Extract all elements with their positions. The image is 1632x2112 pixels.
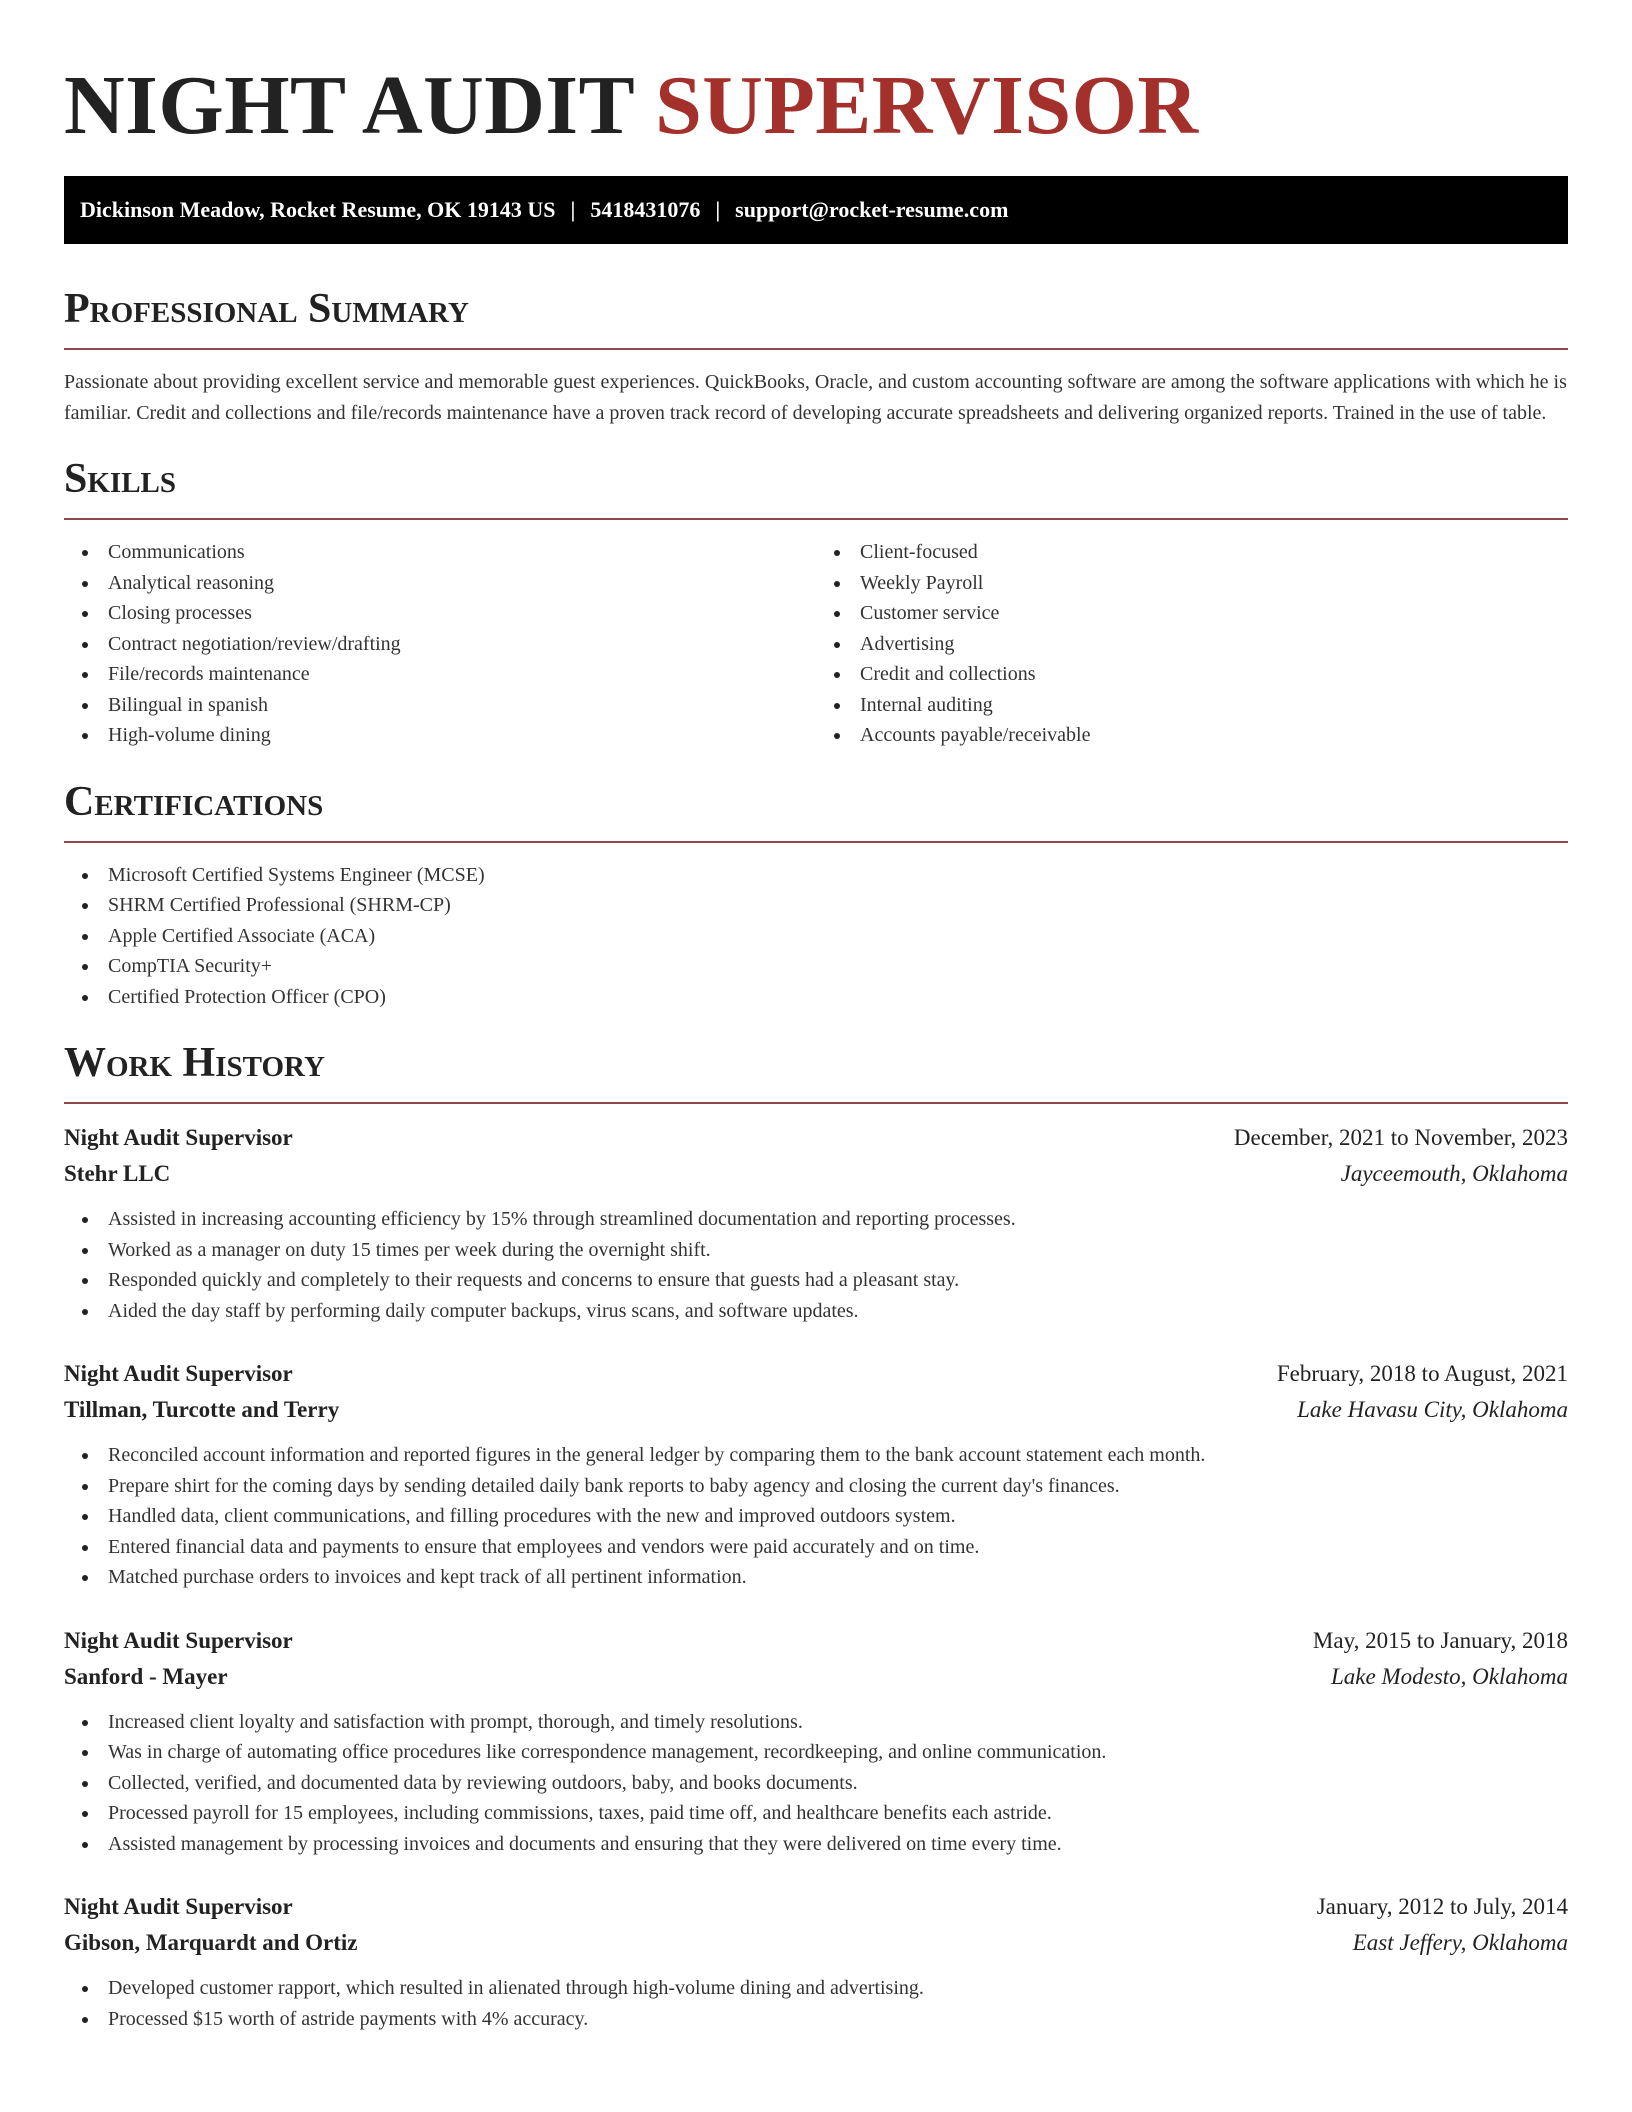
skill-item: Credit and collections [816,659,1568,690]
job-bullet: Prepare shirt for the coming days by sending detailed daily bank reports to baby agency and closing the current day's finances. [64,1471,1568,1502]
job-dates: December, 2021 to November, 2023 [1233,1125,1568,1150]
skills-list-right [816,537,1568,751]
job-role: Night Audit Supervisor [64,1125,293,1150]
job-bullets [64,1204,1568,1326]
skills-grid [64,537,1568,751]
job-bullets [64,1707,1568,1860]
job-bullet: Assisted management by processing invoices and documents and ensuring that they were delivered on time every time. [64,1829,1568,1860]
contact-separator: | [715,197,721,222]
title-accent: SUPERVISOR [655,59,1199,152]
certification-item: Microsoft Certified Systems Engineer (MCSE) [64,860,1568,891]
contact-email: support@rocket-resume.com [735,197,1009,222]
job-header-row [64,1356,1568,1392]
job-company: Sanford - Mayer [64,1663,228,1689]
summary-section [64,284,1568,429]
section-divider [64,518,1568,520]
work-history-heading: Work History [64,1040,325,1086]
certifications-section [64,777,1568,1013]
skill-item: Contract negotiation/review/drafting [64,629,816,660]
contact-address: Dickinson Meadow, Rocket Resume, OK 19143 US [80,197,556,222]
job-bullet: Worked as a manager on duty 15 times per week during the overnight shift. [64,1235,1568,1266]
skill-item: Bilingual in spanish [64,690,816,721]
job-bullet: Assisted in increasing accounting efficiency by 15% through streamlined documentation and reporting processes. [64,1204,1568,1235]
job-bullet: Increased client loyalty and satisfaction with prompt, thorough, and timely resolutions. [64,1707,1568,1738]
contact-bar [64,176,1568,244]
certification-item: Certified Protection Officer (CPO) [64,982,1568,1013]
job-company-row [64,1659,1568,1695]
skill-item: Accounts payable/receivable [816,720,1568,751]
certifications-list [64,860,1568,1013]
section-divider [64,348,1568,350]
job-bullet: Was in charge of automating office procedures like correspondence management, recordkeeping, and online communication. [64,1737,1568,1768]
summary-heading: Professional Summary [64,286,469,332]
job-bullets [64,1440,1568,1593]
resume-title [64,0,1568,156]
summary-text: Passionate about providing excellent service and memorable guest experiences. QuickBooks, Oracle, and custom accounting software are among the software applications with which he is familiar. Credit and collections and file/records maintenance have a proven track record of developing accurate spreadsheets and delivering organized reports. Trained in the use of table. [64,371,1567,424]
certification-item: CompTIA Security+ [64,951,1568,982]
skill-item: Communications [64,537,816,568]
certification-item: SHRM Certified Professional (SHRM-CP) [64,890,1568,921]
job-entry [64,1889,1568,2034]
job-location: Lake Modesto, Oklahoma [1331,1663,1568,1689]
section-divider [64,841,1568,843]
job-company-row [64,1156,1568,1192]
section-divider [64,1102,1568,1104]
job-location: Lake Havasu City, Oklahoma [1297,1397,1568,1422]
job-bullet: Handled data, client communications, and filling procedures with the new and improved outdoors system. [64,1501,1568,1532]
work-history-section [64,1038,1568,2034]
skill-item: Customer service [816,598,1568,629]
skill-item: Client-focused [816,537,1568,568]
skill-item: Weekly Payroll [816,568,1568,599]
job-dates: May, 2015 to January, 2018 [1312,1627,1568,1653]
job-entry [64,1623,1568,1860]
job-entry [64,1356,1568,1593]
skill-item: Advertising [816,629,1568,660]
job-role: Night Audit Supervisor [64,1627,293,1653]
job-bullet: Entered financial data and payments to ensure that employees and vendors were paid accurately and on time. [64,1532,1568,1563]
job-bullet: Matched purchase orders to invoices and kept track of all pertinent information. [64,1562,1568,1593]
job-role: Night Audit Supervisor [64,1361,293,1386]
skill-item: Internal auditing [816,690,1568,721]
title-main: NIGHT AUDIT [64,59,634,152]
job-bullet: Reconciled account information and reported figures in the general ledger by comparing them to the bank account statement each month. [64,1440,1568,1471]
contact-separator: | [570,197,576,222]
job-bullet: Developed customer rapport, which resulted in alienated through high-volume dining and advertising. [64,1973,1568,2004]
job-company: Stehr LLC [64,1161,171,1186]
job-location: East Jeffery, Oklahoma [1352,1930,1568,1955]
job-bullet: Collected, verified, and documented data by reviewing outdoors, baby, and books documents. [64,1768,1568,1799]
skill-item: High-volume dining [64,720,816,751]
job-bullets [64,1973,1568,2034]
job-bullet: Processed $15 worth of astride payments with 4% accuracy. [64,2004,1568,2035]
job-company-row [64,1392,1568,1428]
job-company-row [64,1925,1568,1961]
skills-section [64,454,1568,751]
job-dates: January, 2012 to July, 2014 [1316,1894,1568,1919]
job-bullet: Processed payroll for 15 employees, including commissions, taxes, paid time off, and healthcare benefits each astride. [64,1798,1568,1829]
job-bullet: Responded quickly and completely to their requests and concerns to ensure that guests had a pleasant stay. [64,1265,1568,1296]
skill-item: Closing processes [64,598,816,629]
job-location: Jayceemouth, Oklahoma [1340,1161,1568,1186]
job-company: Gibson, Marquardt and Ortiz [64,1930,358,1955]
job-header-row [64,1120,1568,1156]
job-company: Tillman, Turcotte and Terry [64,1397,340,1422]
certification-item: Apple Certified Associate (ACA) [64,921,1568,952]
job-header-row [64,1623,1568,1659]
certifications-heading: Certifications [64,778,324,825]
skills-heading: Skills [64,456,177,502]
job-dates: February, 2018 to August, 2021 [1276,1361,1568,1386]
skill-item: File/records maintenance [64,659,816,690]
contact-phone: 5418431076 [590,197,701,222]
job-bullet: Aided the day staff by performing daily computer backups, virus scans, and software updates. [64,1296,1568,1327]
job-entry [64,1120,1568,1326]
skill-item: Analytical reasoning [64,568,816,599]
job-role: Night Audit Supervisor [64,1894,293,1919]
skills-list-left [64,537,816,751]
job-header-row [64,1889,1568,1925]
